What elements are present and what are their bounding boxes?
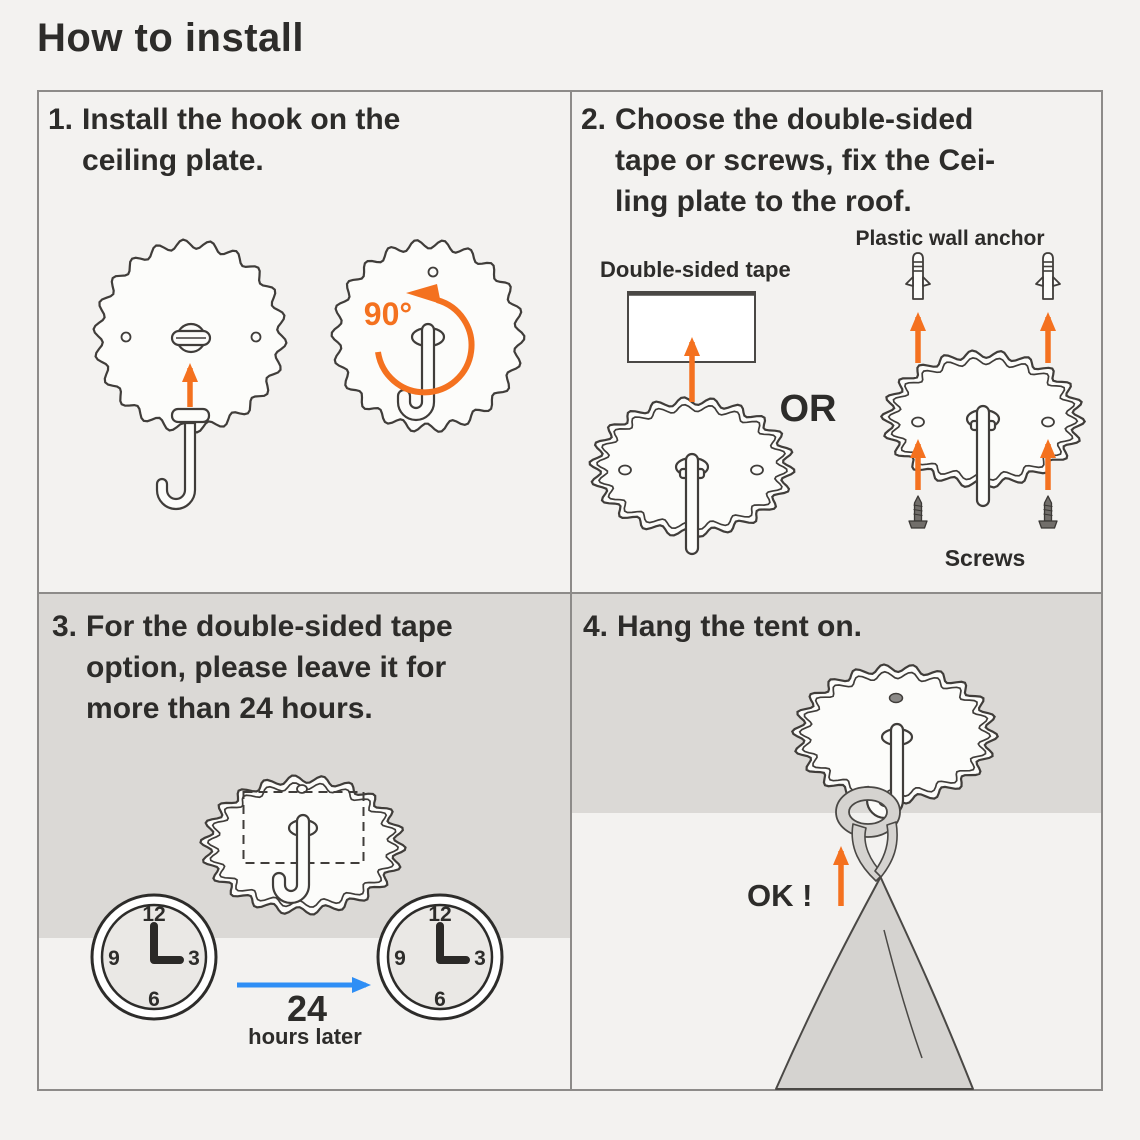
rotation-angle-label: 90° — [363, 296, 413, 332]
plastic-wall-anchor — [906, 253, 930, 299]
clock-number-3: 3 — [188, 947, 200, 970]
screw-hole — [1042, 418, 1054, 427]
step1-illustration — [94, 240, 525, 509]
step1-number: 1. — [48, 103, 74, 136]
clock-later — [378, 895, 502, 1019]
step4-line: Hang the tent on. — [617, 610, 863, 643]
step2-line: ling plate to the roof. — [615, 185, 912, 218]
tape-label: Double-sided tape — [600, 257, 791, 282]
duration-value: 24 — [286, 988, 328, 1029]
page-title: How to install — [37, 16, 304, 60]
hook-body — [157, 423, 195, 509]
step2-line: Choose the double-sided — [615, 103, 974, 136]
screw-hole — [619, 466, 631, 475]
step3-line: For the double-sided tape — [86, 610, 453, 643]
screw-hole — [429, 268, 438, 277]
anchor-body — [913, 253, 923, 299]
clock-number-9: 9 — [108, 947, 120, 970]
step2-illustration — [590, 227, 1085, 571]
anchor-label: Plastic wall anchor — [855, 227, 1045, 250]
screw-hole — [890, 694, 903, 703]
screw — [1039, 496, 1057, 528]
screw-hole — [912, 418, 924, 427]
step1-line: Install the hook on the — [82, 103, 401, 136]
step3-number: 3. — [52, 610, 78, 643]
screw-hole — [751, 466, 763, 475]
clock-number-12: 12 — [142, 903, 166, 926]
clock — [92, 895, 216, 1019]
step4-number: 4. — [583, 610, 609, 643]
or-label: OR — [779, 388, 837, 430]
step1-line: ceiling plate. — [82, 144, 264, 177]
hook-shaft — [977, 406, 989, 506]
step4-illustration — [747, 665, 998, 1090]
anchor-wing — [906, 277, 913, 286]
screw — [909, 496, 927, 528]
step2-number: 2. — [581, 103, 607, 136]
clock-number-6: 6 — [148, 988, 160, 1011]
screw-hole — [252, 333, 261, 342]
ok-label: OK ! — [747, 878, 813, 913]
hook-shaft — [686, 454, 698, 554]
step3-illustration — [92, 776, 502, 1049]
duration-caption: hours later — [248, 1024, 362, 1049]
hook-flange — [172, 409, 209, 422]
screw-shaft — [915, 496, 922, 521]
step3-line: option, please leave it for — [86, 651, 447, 684]
screws-label: Screws — [944, 545, 1026, 571]
step2-line: tape or screws, fix the Cei- — [615, 144, 996, 177]
step3-line: more than 24 hours. — [86, 692, 373, 725]
screw-hole — [122, 333, 131, 342]
anchor-wing — [923, 277, 930, 286]
plastic-wall-anchor — [1036, 253, 1060, 299]
screw-head — [909, 521, 927, 528]
